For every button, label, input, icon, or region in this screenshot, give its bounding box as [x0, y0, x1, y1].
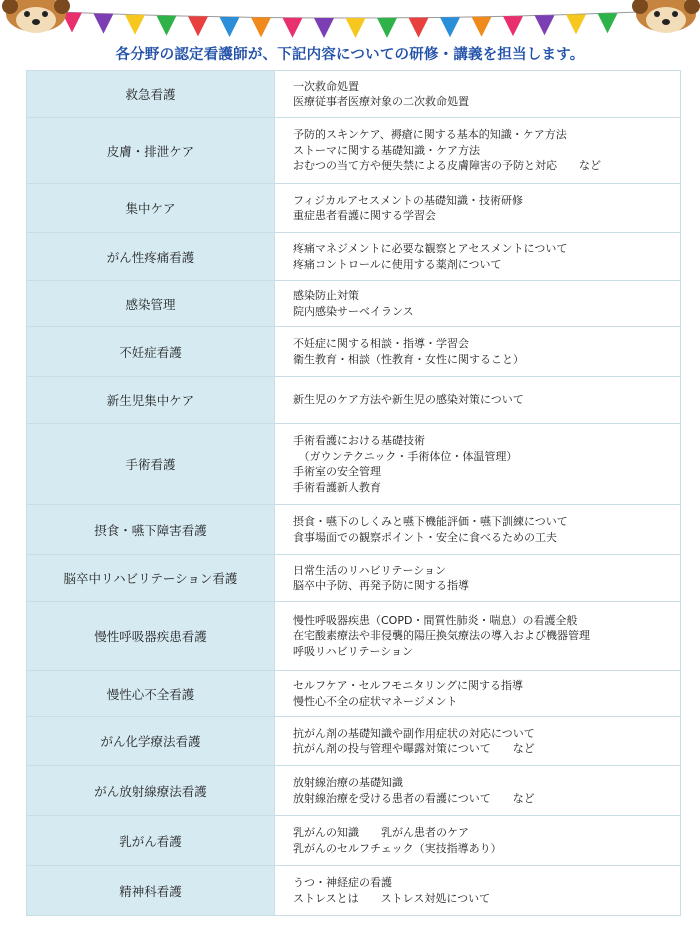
category-cell: 摂食・嚥下障害看護	[27, 505, 275, 555]
bunting-flag	[157, 16, 177, 36]
table-row	[27, 766, 681, 816]
bunting-flag	[346, 18, 366, 38]
category-cell: 脳卒中リハビリテーション看護	[27, 555, 275, 602]
description-line: セルフケア・セルフモニタリングに関する指導	[293, 679, 524, 692]
bunting-flag	[598, 13, 618, 33]
description-cell	[275, 377, 681, 424]
table-row	[27, 327, 681, 377]
table-row	[27, 717, 681, 766]
description-cell	[275, 671, 681, 717]
bunting-flag	[283, 18, 303, 38]
category-cell: 救急看護	[27, 71, 275, 118]
description-line: ストーマに関する基礎知識・ケア方法	[293, 143, 480, 157]
description-line: 在宅酸素療法や非侵襲的陽圧換気療法の導入および機器管理	[293, 629, 590, 643]
description-line: 重症患者看護に関する学習会	[293, 209, 436, 222]
description-line: 疼痛コントロールに使用する薬剤について	[293, 257, 502, 271]
category-cell: 皮膚・排泄ケア	[27, 118, 275, 184]
description-line: うつ・神経症の看護	[293, 876, 392, 889]
description-line: 不妊症に関する相談・指導・学習会	[293, 337, 469, 350]
description-line: 疼痛マネジメントに必要な観察とアセスメントについて	[293, 242, 568, 255]
table-row	[27, 233, 681, 281]
description-line: 抗がん剤の投与管理や曝露対策について など	[293, 742, 535, 755]
description-line: 感染防止対策	[293, 289, 359, 302]
bunting-flag	[125, 15, 145, 35]
bunting-flag	[440, 17, 460, 37]
table-row	[27, 555, 681, 602]
bunting-flag	[472, 17, 492, 37]
bunting-flag	[314, 18, 334, 38]
description-line: 新生児のケア方法や新生児の感染対策について	[293, 393, 524, 407]
category-cell: 慢性呼吸器疾患看護	[27, 602, 275, 671]
description-line: 医療従事者医療対象の二次救命処置	[293, 95, 469, 108]
description-line: 乳がんのセルフチェック（実技指導あり）	[293, 841, 502, 855]
bunting-flag	[409, 18, 429, 38]
category-cell: がん放射線療法看護	[27, 766, 275, 816]
category-cell: 精神科看護	[27, 866, 275, 916]
description-line: 予防的スキンケア、褥瘡に関する基本的知識・ケア方法	[293, 128, 567, 142]
description-line: 脳卒中予防、再発予防に関する指導	[293, 579, 469, 592]
category-cell: がん性疼痛看護	[27, 233, 275, 281]
description-cell	[275, 602, 681, 671]
description-cell	[275, 816, 681, 866]
category-cell: 感染管理	[27, 281, 275, 327]
category-cell: 慢性心不全看護	[27, 671, 275, 717]
table-row	[27, 118, 681, 184]
bunting-flag	[251, 17, 271, 37]
description-line: （ガウンテクニック・手術体位・体温管理）	[293, 449, 518, 463]
description-cell	[275, 717, 681, 766]
table-row	[27, 281, 681, 327]
training-table	[26, 70, 681, 916]
table-row	[27, 671, 681, 717]
description-line: 手術看護新人教育	[293, 480, 381, 494]
description-line: 放射線治療の基礎知識	[293, 776, 403, 789]
description-line: 一次救命処置	[293, 79, 359, 93]
description-cell	[275, 866, 681, 916]
category-cell: 手術看護	[27, 424, 275, 505]
description-cell	[275, 505, 681, 555]
category-cell: がん化学療法看護	[27, 717, 275, 766]
description-line: 院内感染サーベイランス	[293, 304, 414, 318]
category-cell: 不妊症看護	[27, 327, 275, 377]
description-cell	[275, 71, 681, 118]
description-cell	[275, 118, 681, 184]
bunting-flag	[94, 14, 114, 34]
bunting-flag	[566, 14, 586, 34]
table-row	[27, 377, 681, 424]
description-line: 衛生教育・相談（性教育・女性に関すること）	[293, 352, 524, 366]
table-row	[27, 184, 681, 233]
category-cell: 集中ケア	[27, 184, 275, 233]
description-line: 乳がんの知識 乳がん患者のケア	[293, 826, 469, 839]
description-cell	[275, 327, 681, 377]
description-line: 食事場面での観察ポイント・安全に食べるための工夫	[293, 530, 557, 544]
description-line: 放射線治療を受ける患者の看護について など	[293, 791, 535, 805]
category-cell: 乳がん看護	[27, 816, 275, 866]
table-row	[27, 71, 681, 118]
table-row	[27, 602, 681, 671]
description-cell	[275, 281, 681, 327]
description-cell	[275, 233, 681, 281]
category-cell: 新生児集中ケア	[27, 377, 275, 424]
description-line: フィジカルアセスメントの基礎知識・技術研修	[293, 193, 524, 207]
table-row	[27, 505, 681, 555]
description-line: 呼吸リハビリテーション	[293, 644, 414, 658]
bunting-flag	[220, 17, 240, 37]
bunting-flag	[503, 16, 523, 36]
table-row	[27, 816, 681, 866]
table-row	[27, 424, 681, 505]
description-cell	[275, 424, 681, 505]
right-mascot-icon	[632, 0, 700, 33]
description-cell	[275, 184, 681, 233]
description-line: 手術看護における基礎技術	[293, 434, 425, 447]
description-line: 手術室の安全管理	[293, 465, 381, 478]
bunting-decoration	[0, 0, 700, 42]
description-line: 慢性心不全の症状マネージメント	[293, 694, 458, 708]
description-line: ストレスとは ストレス対処について	[293, 891, 491, 905]
page-heading: 各分野の認定看護師が、下記内容についての研修・講義を担当します。	[115, 47, 585, 63]
description-line: 日常生活のリハビリテーション	[293, 563, 447, 577]
bunting-flag	[188, 16, 208, 36]
description-line: 摂食・嚥下のしくみと嚥下機能評価・嚥下訓練について	[293, 515, 568, 528]
description-line: 抗がん剤の基礎知識や副作用症状の対応について	[293, 726, 535, 740]
description-cell	[275, 555, 681, 602]
bunting-flag	[377, 18, 397, 38]
description-line: おむつの当て方や便失禁による皮膚障害の予防と対応 など	[293, 159, 601, 173]
left-mascot-icon	[2, 0, 70, 33]
description-cell	[275, 766, 681, 816]
bunting-flag	[535, 15, 555, 35]
table-row	[27, 866, 681, 916]
description-line: 慢性呼吸器疾患（COPD・間質性肺炎・喘息）の看護全般	[293, 613, 578, 627]
